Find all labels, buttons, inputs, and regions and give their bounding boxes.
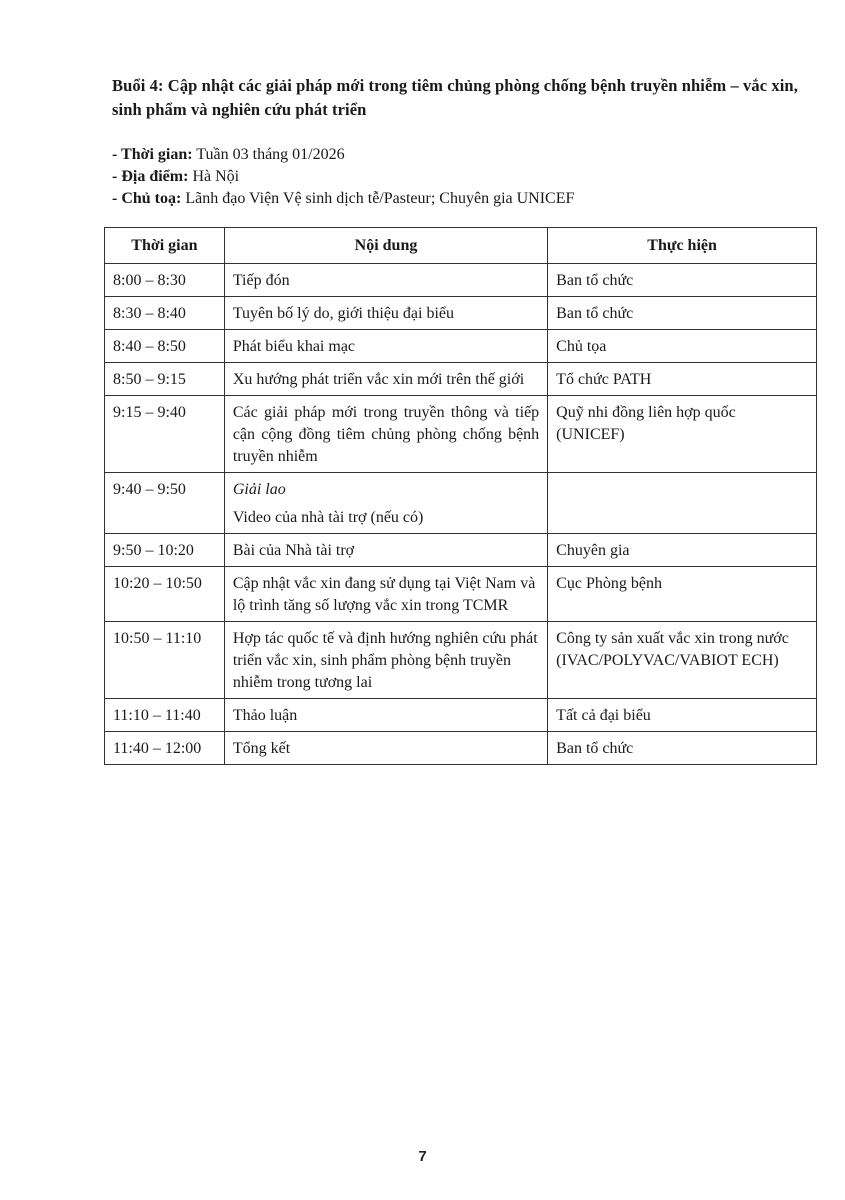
row-by: Chuyên gia — [548, 534, 817, 567]
agenda-table — [104, 227, 817, 765]
row-time: 9:40 – 9:50 — [105, 473, 225, 534]
row-content: Tuyên bố lý do, giới thiệu đại biểu — [224, 297, 547, 330]
row-time: 9:15 – 9:40 — [105, 396, 225, 473]
meta-place-value: Hà Nội — [188, 168, 240, 185]
table-row — [105, 567, 817, 622]
table-row — [105, 473, 817, 534]
row-time: 11:40 – 12:00 — [105, 732, 225, 765]
meta-chair-label: - Chủ toạ: — [112, 190, 182, 207]
table-row — [105, 534, 817, 567]
table-row — [105, 297, 817, 330]
row-time: 8:00 – 8:30 — [105, 264, 225, 297]
row-by: Công ty sản xuất vắc xin trong nước (IVAC/POLYVAC/VABIOT ECH) — [548, 622, 817, 699]
row-time: 9:50 – 10:20 — [105, 534, 225, 567]
row-time: 10:50 – 11:10 — [105, 622, 225, 699]
header-by: Thực hiện — [548, 228, 817, 264]
session-meta — [112, 144, 574, 210]
meta-place-label: - Địa điểm: — [112, 168, 189, 185]
row-content: Các giải pháp mới trong truyền thông và tiếp cận cộng đồng tiêm chủng phòng chống bệnh truyền nhiễm — [224, 396, 547, 473]
row-content: Bài của Nhà tài trợ — [224, 534, 547, 567]
row-content: Cập nhật vắc xin đang sử dụng tại Việt Nam và lộ trình tăng số lượng vắc xin trong TCMR — [224, 567, 547, 622]
table-row — [105, 396, 817, 473]
row-content: Phát biểu khai mạc — [224, 330, 547, 363]
header-time: Thời gian — [105, 228, 225, 264]
row-by: Quỹ nhi đồng liên hợp quốc (UNICEF) — [548, 396, 817, 473]
table-row — [105, 363, 817, 396]
row-by: Ban tổ chức — [548, 264, 817, 297]
row-content — [224, 473, 547, 534]
row-by: Chủ tọa — [548, 330, 817, 363]
row-content: Xu hướng phát triển vắc xin mới trên thế giới — [224, 363, 547, 396]
header-content: Nội dung — [224, 228, 547, 264]
row-content: Hợp tác quốc tế và định hướng nghiên cứu phát triển vắc xin, sinh phẩm phòng bệnh truyền nhiễm trong tương lai — [224, 622, 547, 699]
meta-place — [112, 166, 574, 188]
meta-time-label: - Thời gian: — [112, 146, 193, 163]
row-content: Tổng kết — [224, 732, 547, 765]
table-row — [105, 330, 817, 363]
row-time: 10:20 – 10:50 — [105, 567, 225, 622]
row-time: 8:50 – 9:15 — [105, 363, 225, 396]
row-by: Ban tổ chức — [548, 297, 817, 330]
meta-chair-value: Lãnh đạo Viện Vệ sinh dịch tễ/Pasteur; Chuyên gia UNICEF — [181, 190, 575, 207]
sponsor-video: Video của nhà tài trợ (nếu có) — [232, 509, 424, 526]
meta-time — [112, 144, 574, 166]
row-time: 8:30 – 8:40 — [105, 297, 225, 330]
table-row — [105, 699, 817, 732]
row-time: 8:40 – 8:50 — [105, 330, 225, 363]
row-content: Tiếp đón — [224, 264, 547, 297]
row-by: Cục Phòng bệnh — [548, 567, 817, 622]
row-by: Tổ chức PATH — [548, 363, 817, 396]
page-number: 7 — [418, 1148, 427, 1165]
row-by: Ban tổ chức — [548, 732, 817, 765]
row-by: Tất cả đại biểu — [548, 699, 817, 732]
row-content: Thảo luận — [224, 699, 547, 732]
meta-time-value: Tuần 03 tháng 01/2026 — [192, 146, 345, 163]
table-row — [105, 264, 817, 297]
break-label: Giải lao — [232, 481, 286, 498]
meta-chair — [112, 188, 574, 210]
table-row — [105, 622, 817, 699]
row-by — [548, 473, 817, 534]
session-heading: Buổi 4: Cập nhật các giải pháp mới trong tiêm chủng phòng chống bệnh truyền nhiễm – vắc xin, sinh phẩm và nghiên cứu phát triển — [112, 76, 798, 119]
row-time: 11:10 – 11:40 — [105, 699, 225, 732]
table-row — [105, 732, 817, 765]
table-header-row — [105, 228, 817, 264]
